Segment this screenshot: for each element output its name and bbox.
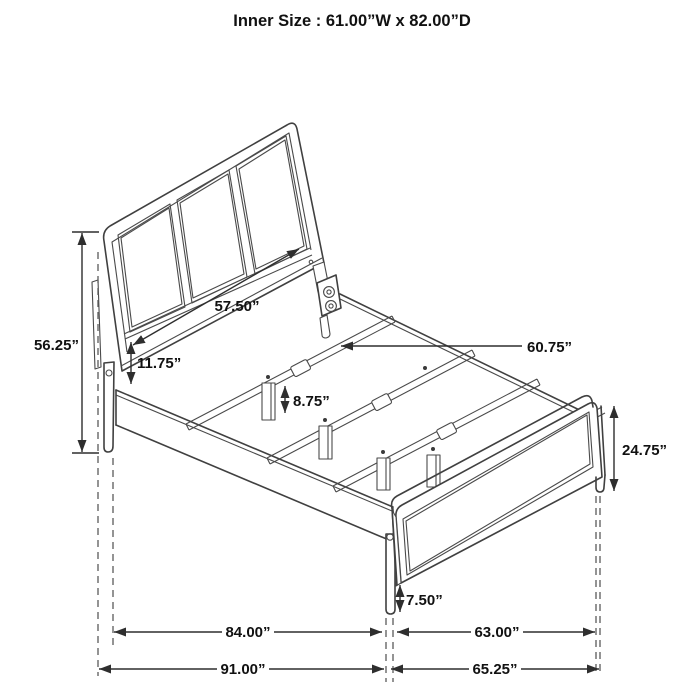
dim-footboard-span-label: 63.00” bbox=[474, 624, 520, 641]
dim-footboard-leg-height bbox=[400, 585, 443, 612]
dim-center-leg-height-label: 8.75” bbox=[293, 393, 330, 410]
slat-bolt-5 bbox=[423, 366, 427, 370]
headboard-rear-leg bbox=[92, 280, 101, 369]
dim-footboard-overall-width-label: 65.25” bbox=[472, 661, 518, 678]
dim-panel-to-rail-label: 11.75” bbox=[137, 355, 182, 372]
dim-headboard-panel-width-label: 57.50” bbox=[214, 298, 260, 315]
dim-slat-length bbox=[341, 339, 572, 356]
dim-footboard-leg-height-label: 7.50” bbox=[406, 592, 443, 609]
slat-bolt-4 bbox=[431, 447, 435, 451]
side-rail-near bbox=[116, 390, 396, 543]
dim-slat-length-label: 60.75” bbox=[527, 339, 573, 356]
dim-rail-span bbox=[114, 622, 382, 641]
dim-footboard-overall-width bbox=[391, 659, 599, 678]
slat-1 bbox=[186, 316, 395, 430]
dim-footboard-span bbox=[397, 622, 595, 641]
dim-footboard-height bbox=[614, 406, 667, 491]
slat-2-joint bbox=[371, 393, 392, 411]
center-leg-3 bbox=[377, 458, 390, 490]
dim-rail-span-label: 84.00” bbox=[225, 624, 271, 641]
slat-bolt-3 bbox=[381, 450, 385, 454]
center-leg-2 bbox=[319, 426, 332, 459]
headboard-rear-right-leg bbox=[320, 315, 330, 338]
slat-bolt-1 bbox=[266, 375, 270, 379]
near-rail-bottom-edge bbox=[116, 425, 396, 543]
diagram-title: Inner Size : 61.00”W x 82.00”D bbox=[233, 12, 471, 30]
near-rail-top-edge bbox=[116, 390, 393, 507]
footboard-face bbox=[396, 403, 602, 583]
dim-footboard-height-label: 24.75” bbox=[622, 442, 668, 459]
slat-3-joint bbox=[436, 422, 457, 440]
dim-overall-depth bbox=[99, 659, 384, 678]
center-leg-4 bbox=[427, 455, 440, 487]
bracket-screw-1 bbox=[324, 287, 335, 298]
slat-bolt-2 bbox=[323, 418, 327, 422]
dim-overall-depth-label: 91.00” bbox=[220, 661, 266, 678]
bracket-screw-2 bbox=[326, 301, 337, 312]
dim-headboard-height bbox=[34, 232, 99, 453]
footboard bbox=[386, 396, 605, 614]
center-legs bbox=[262, 383, 440, 490]
dim-headboard-height-label: 56.25” bbox=[33, 337, 79, 354]
near-rail-top-inner bbox=[116, 395, 392, 511]
center-leg-1 bbox=[262, 383, 275, 420]
dim-center-leg-height bbox=[285, 386, 330, 413]
slat-1-joint bbox=[290, 359, 311, 377]
